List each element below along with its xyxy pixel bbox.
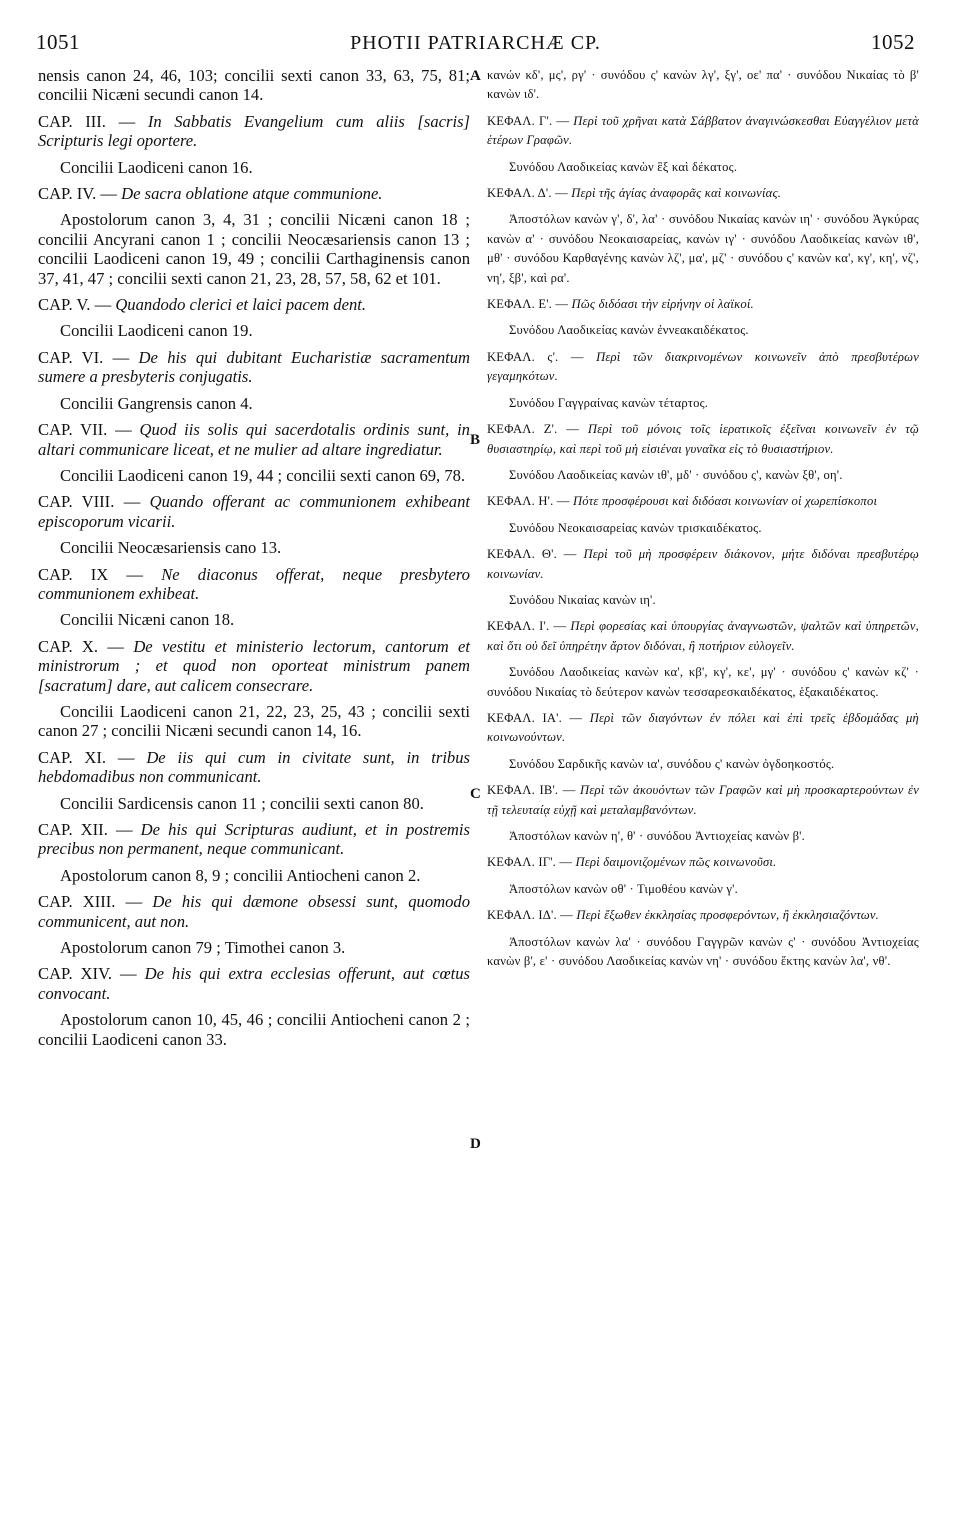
latin-chapter-heading xyxy=(38,184,470,203)
latin-canon-text: Apostolorum canon 10, 45, 46 ; concilii Antiocheni canon 2 ; concilii Laodiceni canon 33. xyxy=(38,1010,470,1049)
greek-chapter-heading xyxy=(487,853,919,872)
latin-chapter-heading-text xyxy=(38,748,470,787)
chapter-number: CAP. V. — xyxy=(38,295,112,315)
greek-canon-references xyxy=(487,321,919,340)
greek-canon-text: Συνόδου Λαοδικείας κανὼν κα', κβ', κγ', κε', μγ' · συνόδου ς' κανὼν κζ' · συνόδου Νικαίας τὸ δεύτερον κανὼν τεσσαρεσκαιδέκατος, ἑξακαιδέκατος. xyxy=(487,665,919,699)
greek-chapter-heading-text xyxy=(487,348,919,387)
latin-chapter-heading-text xyxy=(38,420,470,459)
latin-canon-references xyxy=(38,466,470,485)
latin-chapter-heading-text xyxy=(38,295,470,314)
chapter-number: ΚΕΦΑΛ. ΙΔ'. — xyxy=(487,908,573,923)
greek-canon-text: Συνόδου Νεοκαισαρείας κανὼν τρισκαιδέκατος. xyxy=(509,520,762,535)
latin-chapter-heading-text xyxy=(38,637,470,695)
greek-chapter-heading xyxy=(487,781,919,820)
greek-canon-references xyxy=(487,210,919,288)
greek-canon-text: Συνόδου Σαρδικῆς κανὼν ια', συνόδου ς' κανὼν ὀγδοηκοστός. xyxy=(509,756,835,771)
latin-canon-text: Concilii Laodiceni canon 21, 22, 23, 25, 43 ; concilii sexti canon 27 ; concilii Nicæni secundi canon 14, 16. xyxy=(38,701,470,741)
latin-chapter-heading-text xyxy=(38,820,470,859)
chapter-number: ΚΕΦΑΛ. Γ'. — xyxy=(487,113,570,128)
chapter-title: Περὶ τοῦ χρῆναι κατὰ Σάββατον ἀναγινώσκεσθαι Εὐαγγέλιον μετὰ ἑτέρων Γραφῶν. xyxy=(487,113,919,148)
latin-canon-text: Apostolorum canon 79 ; Timothei canon 3. xyxy=(60,938,346,958)
latin-chapter-heading xyxy=(38,112,470,151)
greek-canon-text: Ἀποστόλων κανὼν η', θ' · συνόδου Ἀντιοχείας κανὼν β'. xyxy=(509,829,805,843)
greek-canon-text: Ἀποστόλων κανὼν γ', δ', λα' · συνόδου Νικαίας κανὼν ιη' · συνόδου Ἀγκύρας κανὼν α' · συνόδου Νεοκαισαρείας, κανὼν ιγ' · συνόδου Λαοδικείας κανὼν ιθ', μθ' · συνόδου Καρθαγένης κανὼν λζ', μα', μζ' · συνόδου ς' κανὼν κα', κγ', κη', νζ', νη', ξβ', καὶ ρα'. xyxy=(487,212,919,285)
chapter-title: De sacra oblatione atque communione. xyxy=(121,184,383,204)
chapter-title: De vestitu et ministerio lectorum, cantorum et ministrorum ; et quod non oporteat ministrum panem [sacratum] dare, aut calicem consecrare. xyxy=(38,636,470,695)
greek-chapter-heading xyxy=(487,348,919,387)
chapter-number: CAP. XI. — xyxy=(38,747,135,767)
chapter-number: CAP. VII. — xyxy=(38,420,132,440)
latin-chapter-heading xyxy=(38,892,470,931)
latin-chapter-heading-text xyxy=(38,184,470,203)
margin-marker-a: A xyxy=(470,68,481,84)
latin-chapter-heading xyxy=(38,565,470,604)
chapter-number: ΚΕΦΑΛ. Ι'. — xyxy=(487,619,567,634)
greek-chapter-heading xyxy=(487,906,919,925)
latin-canon-references xyxy=(38,866,470,885)
latin-canon-text: Concilii Laodiceni canon 19. xyxy=(60,321,253,341)
latin-canon-text: Concilii Nicæni canon 18. xyxy=(60,610,235,630)
latin-canon-text: Concilii Sardicensis canon 11 ; concilii sexti canon 80. xyxy=(60,793,424,813)
chapter-title: De iis qui cum in civitate sunt, in tribus hebdomadibus non communicant. xyxy=(38,747,470,787)
latin-canon-text: Concilii Laodiceni canon 16. xyxy=(60,157,253,177)
chapter-title: Πότε προσφέρουσι καὶ διδόασι κοινωνίαν οἱ χωρεπίσκοποι xyxy=(572,494,878,509)
greek-canon-references xyxy=(487,827,919,846)
chapter-title: Περὶ δαιμονιζομένων πῶς κοινωνοῦσι. xyxy=(575,855,777,870)
latin-canon-text: Concilii Laodiceni canon 19, 44 ; concilii sexti canon 69, 78. xyxy=(60,465,466,485)
latin-chapter-heading xyxy=(38,820,470,859)
latin-chapter-heading-text xyxy=(38,112,470,151)
greek-chapter-heading-text xyxy=(487,492,919,511)
latin-canon-text: Concilii Neocæsariensis cano 13. xyxy=(60,538,282,558)
latin-chapter-heading-text xyxy=(38,348,470,387)
chapter-number: CAP. III. — xyxy=(38,111,136,131)
latin-canon-text: Apostolorum canon 3, 4, 31 ; concilii Nicæni canon 18 ; concilii Ancyrani canon 1 ; concilii Neocæsariensis canon 13 ; concilii Laodiceni canon 19, 49 ; concilii Carthaginensis canon 37, 41, 47 ; concilii sexti canon 21, 23, 28, 57, 58, 62 et 101. xyxy=(38,210,470,288)
latin-canon-references xyxy=(38,794,470,813)
chapter-title: Περὶ τοῦ μὴ προσφέρειν διάκονον, μήτε διδόναι πρεσβυτέρῳ κοινωνίαν. xyxy=(487,547,919,581)
chapter-number: ΚΕΦΑΛ. ΙΑ'. — xyxy=(487,710,583,725)
chapter-number: CAP. VIII. — xyxy=(38,492,141,512)
greek-canon-text: Ἀποστόλων κανὼν οθ' · Τιμοθέου κανὼν γ'. xyxy=(509,881,738,896)
chapter-number: ΚΕΦΑΛ. Ζ'. — xyxy=(487,422,580,437)
chapter-title: De his qui extra ecclesias offerunt, aut cœtus convocant. xyxy=(38,964,471,1003)
greek-canon-text: Συνόδου Λαοδικείας κανὼν ἐννεακαιδέκατος. xyxy=(509,323,749,338)
latin-canon-references xyxy=(38,158,470,177)
greek-canon-text: κανών κδ', μς', ργ' · συνόδου ς' κανὼν λγ', ξγ', οε' πα' · συνόδου Νικαίας τὸ β' κανὼν ιδ'. xyxy=(487,68,919,102)
latin-canon-references xyxy=(38,538,470,557)
greek-canon-references xyxy=(487,158,919,177)
chapter-number: ΚΕΦΑΛ. ΙΓ'. — xyxy=(487,855,573,870)
chapter-number: ΚΕΦΑΛ. Η'. — xyxy=(487,494,570,509)
greek-canon-text: Συνόδου Λαοδικείας κανὼν ιθ', μδ' · συνόδου ς', κανὼν ξθ', οη'. xyxy=(509,467,843,482)
greek-chapter-heading-text xyxy=(487,420,919,459)
greek-column xyxy=(487,66,919,978)
greek-chapter-heading-text xyxy=(487,853,919,872)
chapter-title: De his qui dæmone obsessi sunt, quomodo communicent, aut non. xyxy=(38,892,470,931)
latin-chapter-heading xyxy=(38,748,470,787)
greek-canon-references xyxy=(487,66,919,105)
running-title: PHOTII PATRIARCHÆ CP. xyxy=(350,32,601,54)
latin-chapter-heading xyxy=(38,420,470,459)
latin-column xyxy=(38,66,470,1056)
chapter-title: Πῶς διδόασι τὴν εἰρήνην οἱ λαϊκοί. xyxy=(571,297,754,312)
greek-canon-references xyxy=(487,880,919,899)
greek-chapter-heading xyxy=(487,420,919,459)
latin-canon-text: nensis canon 24, 46, 103; concilii sexti canon 33, 63, 75, 81; concilii Nicæni secundi canon 14. xyxy=(38,66,470,105)
greek-chapter-heading xyxy=(487,295,919,314)
chapter-number: ΚΕΦΑΛ. ς'. — xyxy=(487,349,584,364)
chapter-title: In Sabbatis Evangelium cum aliis [sacris] Scripturis legi oportere. xyxy=(38,111,470,151)
greek-chapter-heading xyxy=(487,709,919,748)
greek-canon-references xyxy=(487,663,919,702)
latin-chapter-heading xyxy=(38,492,470,531)
greek-canon-references xyxy=(487,755,919,774)
greek-chapter-heading xyxy=(487,545,919,584)
greek-chapter-heading-text xyxy=(487,184,919,203)
latin-canon-references xyxy=(38,321,470,340)
chapter-title: Ne diaconus offerat, neque presbytero communionem exhibeat. xyxy=(38,564,470,603)
greek-chapter-heading-text xyxy=(487,617,919,656)
chapter-title: Περὶ φορεσίας καὶ ὑπουργίας ἀναγνωστῶν, ψαλτῶν καὶ ὑπηρετῶν, καὶ ὅτι οὐ δεῖ ὑπηρέτην ἄρτον διδόναι, ἢ ποτήριον εὐλογεῖν. xyxy=(487,619,919,653)
margin-marker-d: D xyxy=(470,1136,481,1152)
greek-canon-references xyxy=(487,519,919,538)
chapter-number: ΚΕΦΑΛ. Δ'. — xyxy=(487,186,568,201)
chapter-number: CAP. XIV. — xyxy=(38,964,137,984)
greek-chapter-heading-text xyxy=(487,709,919,748)
latin-canon-references xyxy=(38,938,470,957)
greek-chapter-heading-text xyxy=(487,112,919,151)
latin-chapter-heading-text xyxy=(38,892,470,931)
latin-chapter-heading-text xyxy=(38,565,470,604)
greek-canon-text: Ἀποστόλων κανὼν λα' · συνόδου Γαγγρῶν κανὼν ς' · συνόδου Ἀντιοχείας κανὼν β', ε' · συνόδου Λαοδικείας κανὼν νη' · συνόδου ἕκτης κανὼν λα', νθ'. xyxy=(487,934,919,969)
latin-chapter-heading xyxy=(38,637,470,695)
latin-canon-references xyxy=(38,394,470,413)
chapter-number: CAP. IX — xyxy=(38,564,144,584)
latin-canon-references xyxy=(38,610,470,629)
latin-chapter-heading xyxy=(38,295,470,314)
greek-canon-references xyxy=(487,466,919,485)
greek-chapter-heading xyxy=(487,184,919,203)
chapter-title: Περὶ ἔξωθεν ἐκκλησίας προσφερόντων, ἢ ἐκκλησιαζόντων. xyxy=(576,908,880,923)
chapter-title: Περὶ τῆς ἁγίας ἀναφορᾶς καὶ κοινωνίας. xyxy=(571,186,782,201)
latin-chapter-heading-text xyxy=(38,964,470,1003)
margin-marker-b: B xyxy=(470,432,481,448)
margin-marker-c: C xyxy=(470,786,481,802)
greek-chapter-heading-text xyxy=(487,781,919,820)
chapter-title: Quod iis solis qui sacerdotalis ordinis sunt, in altari communicare liceat, et ne mulier ad altare ingrediatur. xyxy=(38,420,470,459)
chapter-title: Περὶ τῶν ἀκουόντων τῶν Γραφῶν καὶ μὴ προσκαρτερούντων ἐν τῇ τελευταίᾳ εὐχῇ καὶ μεταλαμβανόντων. xyxy=(487,783,919,817)
chapter-title: De his qui dubitant Eucharistiæ sacramentum sumere a presbyteris conjugatis. xyxy=(38,347,471,387)
chapter-title: Περὶ τῶν διαγόντων ἐν πόλει καὶ ἐπὶ τρεῖς ἑβδομάδας μὴ κοινωνούντων. xyxy=(487,710,919,745)
greek-canon-text: Συνόδου Λαοδικείας κανὼν ἓξ καὶ δέκατος. xyxy=(509,159,738,174)
latin-chapter-heading-text xyxy=(38,492,470,531)
chapter-title: De his qui Scripturas audiunt, et in postremis precibus non permanent, neque communicant. xyxy=(38,820,470,859)
chapter-title: Quandodo clerici et laici pacem dent. xyxy=(115,295,367,315)
greek-chapter-heading xyxy=(487,492,919,511)
chapter-number: CAP. VI. — xyxy=(38,347,130,367)
chapter-number: CAP. X. — xyxy=(38,636,124,656)
greek-canon-text: Συνόδου Νικαίας κανὼν ιη'. xyxy=(509,592,656,607)
right-page-number: 1052 xyxy=(871,30,915,54)
latin-canon-references xyxy=(38,66,470,105)
page-header xyxy=(36,30,915,58)
greek-chapter-heading xyxy=(487,617,919,656)
chapter-number: ΚΕΦΑΛ. ΙΒ'. — xyxy=(487,783,576,798)
latin-canon-text: Apostolorum canon 8, 9 ; concilii Antiocheni canon 2. xyxy=(60,865,421,885)
latin-canon-references xyxy=(38,702,470,741)
greek-canon-references xyxy=(487,933,919,972)
greek-chapter-heading-text xyxy=(487,295,919,314)
latin-canon-references xyxy=(38,210,470,288)
chapter-number: ΚΕΦΑΛ. Ε'. — xyxy=(487,297,569,312)
greek-chapter-heading-text xyxy=(487,545,919,584)
chapter-number: ΚΕΦΑΛ. Θ'. — xyxy=(487,547,577,562)
latin-chapter-heading xyxy=(38,964,470,1003)
chapter-title: Περὶ τῶν διακρινομένων κοινωνεῖν ἀπὸ πρεσβυτέρων γεγαμηκότων. xyxy=(487,349,919,384)
chapter-number: CAP. XII. — xyxy=(38,820,133,839)
greek-canon-references xyxy=(487,591,919,610)
chapter-number: CAP. XIII. — xyxy=(38,892,143,912)
latin-canon-references xyxy=(38,1010,470,1049)
greek-chapter-heading-text xyxy=(487,906,919,925)
greek-chapter-heading xyxy=(487,112,919,151)
chapter-title: Quando offerant ac communionem exhibeant episcoporum vicarii. xyxy=(38,492,471,531)
latin-chapter-heading xyxy=(38,348,470,387)
chapter-title: Περὶ τοῦ μόνοις τοῖς ἱερατικοῖς ἐξεῖναι κοινωνεῖν ἐν τῷ θυσιαστηρίῳ, καὶ περὶ τοῦ μὴ εἰσιέναι γυναῖκα εἰς τὸ θυσιαστήριον. xyxy=(487,422,919,456)
greek-canon-references xyxy=(487,394,919,413)
greek-canon-text: Συνόδου Γαγγραίνας κανὼν τέταρτος. xyxy=(509,395,709,410)
left-page-number: 1051 xyxy=(36,30,80,54)
latin-canon-text: Concilii Gangrensis canon 4. xyxy=(60,393,253,413)
chapter-number: CAP. IV. — xyxy=(38,184,117,204)
